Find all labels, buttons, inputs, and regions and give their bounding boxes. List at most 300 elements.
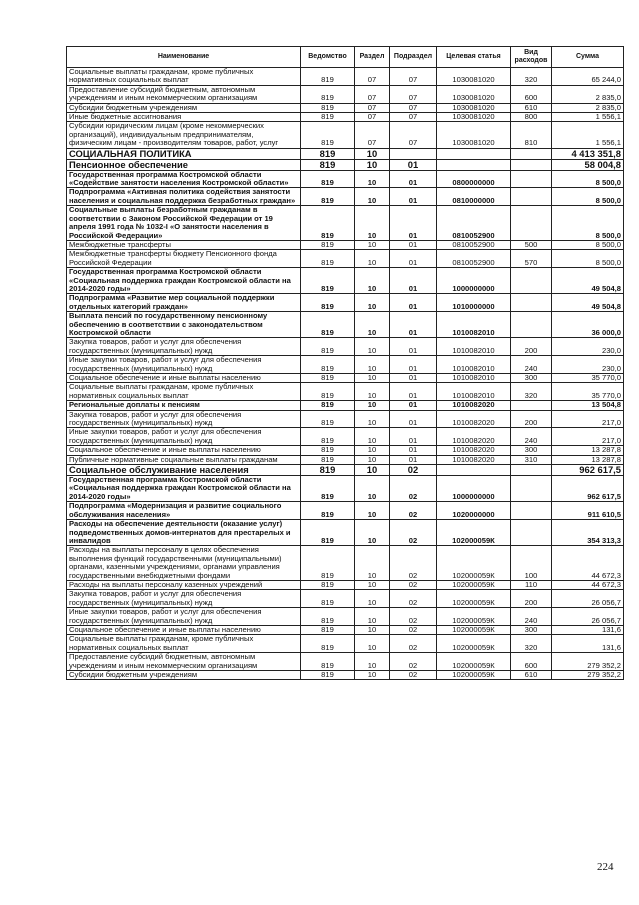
cell-razdel: 07	[355, 103, 390, 112]
table-row	[67, 428, 624, 446]
cell-name: Социальные выплаты гражданам, кроме публичных нормативных социальных выплат	[67, 68, 301, 86]
cell-razdel: 10	[355, 671, 390, 680]
table-row	[67, 338, 624, 356]
cell-vid: 240	[511, 608, 552, 626]
cell-summa: 217,0	[552, 410, 624, 428]
cell-razdel: 10	[355, 520, 390, 546]
cell-statya: 1030081020	[437, 122, 511, 148]
cell-statya: 102000059К	[437, 653, 511, 671]
table-row	[67, 546, 624, 581]
cell-podrazdel: 01	[390, 170, 437, 188]
cell-name: Закупка товаров, работ и услуг для обеспечения государственных (муниципальных) нужд	[67, 410, 301, 428]
table-row	[67, 188, 624, 206]
cell-vid: 610	[511, 671, 552, 680]
cell-vid: 200	[511, 410, 552, 428]
cell-vid: 800	[511, 113, 552, 122]
cell-name: Субсидии бюджетным учреждениям	[67, 671, 301, 680]
cell-vid: 100	[511, 546, 552, 581]
cell-podrazdel: 02	[390, 608, 437, 626]
cell-vid	[511, 170, 552, 188]
cell-statya: 1010000000	[437, 294, 511, 312]
cell-statya: 1010082020	[437, 455, 511, 464]
header-summa: Сумма	[552, 47, 624, 68]
table-row	[67, 85, 624, 103]
cell-podrazdel: 01	[390, 312, 437, 338]
cell-ved: 819	[301, 170, 355, 188]
cell-vid	[511, 188, 552, 206]
cell-vid	[511, 268, 552, 294]
cell-ved: 819	[301, 410, 355, 428]
cell-name: Социальное обеспечение и иные выплаты населению	[67, 625, 301, 634]
cell-statya: 1010082010	[437, 356, 511, 374]
table-row	[67, 374, 624, 383]
table-row	[67, 113, 624, 122]
cell-statya: 1010082010	[437, 374, 511, 383]
cell-vid: 240	[511, 356, 552, 374]
cell-statya: 0810052900	[437, 206, 511, 241]
cell-name: Субсидии юридическим лицам (кроме некоммерческих организаций), индивидуальным предпринимателям, физическим лицам - производителям товаров, работ, услуг	[67, 122, 301, 148]
cell-ved: 819	[301, 113, 355, 122]
cell-statya: 1030081020	[437, 85, 511, 103]
cell-statya: 1010082010	[437, 338, 511, 356]
cell-statya	[437, 159, 511, 170]
cell-podrazdel: 02	[390, 653, 437, 671]
cell-razdel: 10	[355, 635, 390, 653]
cell-razdel: 10	[355, 502, 390, 520]
table-row	[67, 476, 624, 502]
cell-ved: 819	[301, 635, 355, 653]
cell-razdel: 10	[355, 590, 390, 608]
cell-statya: 102000059К	[437, 590, 511, 608]
cell-podrazdel: 01	[390, 455, 437, 464]
cell-razdel: 10	[355, 170, 390, 188]
cell-statya: 1010082020	[437, 428, 511, 446]
cell-razdel: 10	[355, 455, 390, 464]
cell-razdel: 10	[355, 374, 390, 383]
table-row	[67, 68, 624, 86]
cell-name: Иные закупки товаров, работ и услуг для обеспечения государственных (муниципальных) нужд	[67, 356, 301, 374]
cell-statya: 102000059К	[437, 520, 511, 546]
table-row	[67, 590, 624, 608]
cell-summa: 354 313,3	[552, 520, 624, 546]
cell-razdel: 07	[355, 113, 390, 122]
cell-podrazdel: 01	[390, 374, 437, 383]
cell-summa: 2 835,0	[552, 103, 624, 112]
table-row	[67, 383, 624, 401]
cell-name: Пенсионное обеспечение	[67, 159, 301, 170]
table-row	[67, 170, 624, 188]
header-vid: Вид расходов	[511, 47, 552, 68]
table-row	[67, 580, 624, 589]
cell-summa: 131,6	[552, 635, 624, 653]
cell-vid	[511, 148, 552, 159]
cell-razdel: 10	[355, 625, 390, 634]
cell-summa: 217,0	[552, 428, 624, 446]
cell-razdel: 10	[355, 608, 390, 626]
table-row	[67, 312, 624, 338]
table-row	[67, 455, 624, 464]
cell-ved: 819	[301, 240, 355, 249]
table-row	[67, 250, 624, 268]
table-row	[67, 653, 624, 671]
header-ved: Ведомство	[301, 47, 355, 68]
cell-vid: 310	[511, 455, 552, 464]
cell-name: Подпрограмма «Активная политика содействия занятости населения и социальная поддержка безработных граждан»	[67, 188, 301, 206]
cell-summa: 230,0	[552, 356, 624, 374]
cell-statya: 1000000000	[437, 268, 511, 294]
cell-statya: 1010082010	[437, 383, 511, 401]
cell-ved: 819	[301, 250, 355, 268]
cell-summa: 35 770,0	[552, 374, 624, 383]
cell-name: Государственная программа Костромской области «Социальная поддержка граждан Костромской области на 2014-2020 годы»	[67, 268, 301, 294]
cell-name: Социальное обслуживание населения	[67, 465, 301, 476]
cell-summa: 230,0	[552, 338, 624, 356]
cell-podrazdel: 01	[390, 410, 437, 428]
cell-summa: 962 617,5	[552, 465, 624, 476]
cell-podrazdel: 07	[390, 85, 437, 103]
cell-vid: 320	[511, 635, 552, 653]
cell-summa: 58 004,8	[552, 159, 624, 170]
cell-vid	[511, 206, 552, 241]
cell-ved: 819	[301, 625, 355, 634]
cell-razdel: 10	[355, 410, 390, 428]
cell-razdel: 10	[355, 428, 390, 446]
cell-ved: 819	[301, 671, 355, 680]
cell-vid	[511, 401, 552, 410]
cell-summa: 8 500,0	[552, 206, 624, 241]
cell-ved: 819	[301, 148, 355, 159]
cell-ved: 819	[301, 608, 355, 626]
table-row	[67, 401, 624, 410]
cell-podrazdel: 01	[390, 159, 437, 170]
cell-podrazdel: 01	[390, 188, 437, 206]
cell-name: Подпрограмма «Развитие мер социальной поддержки отдельных категорий граждан»	[67, 294, 301, 312]
cell-name: Закупка товаров, работ и услуг для обеспечения государственных (муниципальных) нужд	[67, 338, 301, 356]
cell-name: Государственная программа Костромской области «Содействие занятости населения Костромской области»	[67, 170, 301, 188]
cell-name: Межбюджетные трансферты	[67, 240, 301, 249]
cell-vid: 600	[511, 85, 552, 103]
cell-statya: 102000059К	[437, 608, 511, 626]
cell-name: Иные бюджетные ассигнования	[67, 113, 301, 122]
table-row	[67, 465, 624, 476]
cell-summa: 44 672,3	[552, 580, 624, 589]
cell-vid	[511, 520, 552, 546]
cell-statya	[437, 465, 511, 476]
cell-statya: 1000000000	[437, 476, 511, 502]
header-razdel: Раздел	[355, 47, 390, 68]
cell-ved: 819	[301, 159, 355, 170]
cell-statya: 102000059К	[437, 580, 511, 589]
cell-ved: 819	[301, 268, 355, 294]
cell-name: Расходы на выплаты персоналу в целях обеспечения выполнения функций государственными (муниципальными) органами, казенными учреждениями, органами управления государственными внебюджетными фондами	[67, 546, 301, 581]
cell-podrazdel: 01	[390, 428, 437, 446]
cell-podrazdel: 02	[390, 520, 437, 546]
cell-statya: 0800000000	[437, 170, 511, 188]
cell-statya: 1010082010	[437, 312, 511, 338]
cell-name: Предоставление субсидий бюджетным, автономным учреждениям и иным некоммерческим организациям	[67, 653, 301, 671]
cell-razdel: 10	[355, 476, 390, 502]
cell-razdel: 10	[355, 148, 390, 159]
cell-name: Государственная программа Костромской области «Социальная поддержка граждан Костромской области на 2014-2020 годы»	[67, 476, 301, 502]
cell-ved: 819	[301, 653, 355, 671]
cell-ved: 819	[301, 68, 355, 86]
cell-ved: 819	[301, 446, 355, 455]
cell-razdel: 10	[355, 546, 390, 581]
cell-summa: 13 287,8	[552, 446, 624, 455]
header-podrazdel: Подраздел	[390, 47, 437, 68]
cell-ved: 819	[301, 428, 355, 446]
table-row	[67, 671, 624, 680]
cell-podrazdel: 01	[390, 250, 437, 268]
cell-summa: 8 500,0	[552, 250, 624, 268]
cell-vid: 610	[511, 103, 552, 112]
cell-vid: 300	[511, 446, 552, 455]
table-row	[67, 103, 624, 112]
cell-razdel: 10	[355, 580, 390, 589]
table-row	[67, 159, 624, 170]
cell-razdel: 07	[355, 68, 390, 86]
cell-podrazdel: 07	[390, 103, 437, 112]
cell-statya: 102000059К	[437, 671, 511, 680]
cell-summa: 4 413 351,8	[552, 148, 624, 159]
header-name: Наименование	[67, 47, 301, 68]
cell-vid: 570	[511, 250, 552, 268]
cell-vid: 500	[511, 240, 552, 249]
cell-summa: 1 556,1	[552, 113, 624, 122]
cell-podrazdel: 01	[390, 356, 437, 374]
cell-ved: 819	[301, 476, 355, 502]
cell-razdel: 10	[355, 268, 390, 294]
cell-summa: 279 352,2	[552, 653, 624, 671]
cell-podrazdel: 02	[390, 546, 437, 581]
cell-ved: 819	[301, 465, 355, 476]
cell-ved: 819	[301, 338, 355, 356]
table-row	[67, 206, 624, 241]
cell-name: Иные закупки товаров, работ и услуг для обеспечения государственных (муниципальных) нужд	[67, 608, 301, 626]
cell-podrazdel: 01	[390, 268, 437, 294]
cell-statya: 1010082020	[437, 446, 511, 455]
cell-summa: 131,6	[552, 625, 624, 634]
cell-razdel: 10	[355, 465, 390, 476]
cell-vid	[511, 294, 552, 312]
table-row	[67, 520, 624, 546]
cell-name: Закупка товаров, работ и услуг для обеспечения государственных (муниципальных) нужд	[67, 590, 301, 608]
cell-razdel: 07	[355, 85, 390, 103]
table-row	[67, 625, 624, 634]
cell-ved: 819	[301, 374, 355, 383]
cell-summa: 279 352,2	[552, 671, 624, 680]
cell-vid	[511, 502, 552, 520]
table-row	[67, 635, 624, 653]
cell-vid: 240	[511, 428, 552, 446]
cell-name: Публичные нормативные социальные выплаты гражданам	[67, 455, 301, 464]
cell-summa: 13 504,8	[552, 401, 624, 410]
cell-name: Субсидии бюджетным учреждениям	[67, 103, 301, 112]
cell-podrazdel: 02	[390, 635, 437, 653]
budget-page	[66, 46, 626, 680]
cell-summa: 1 556,1	[552, 122, 624, 148]
cell-ved: 819	[301, 590, 355, 608]
cell-ved: 819	[301, 103, 355, 112]
cell-summa: 65 244,0	[552, 68, 624, 86]
cell-podrazdel: 01	[390, 383, 437, 401]
cell-ved: 819	[301, 502, 355, 520]
cell-summa: 26 056,7	[552, 590, 624, 608]
cell-vid: 300	[511, 625, 552, 634]
cell-ved: 819	[301, 383, 355, 401]
cell-podrazdel: 01	[390, 338, 437, 356]
cell-ved: 819	[301, 206, 355, 241]
cell-name: Подпрограмма «Модернизация и развитие социального обслуживания населения»	[67, 502, 301, 520]
cell-summa: 35 770,0	[552, 383, 624, 401]
cell-razdel: 10	[355, 338, 390, 356]
cell-summa: 13 287,8	[552, 455, 624, 464]
cell-ved: 819	[301, 188, 355, 206]
cell-podrazdel: 07	[390, 68, 437, 86]
cell-name: Предоставление субсидий бюджетным, автономным учреждениям и иным некоммерческим организациям	[67, 85, 301, 103]
cell-name: Социальные выплаты гражданам, кроме публичных нормативных социальных выплат	[67, 383, 301, 401]
cell-statya: 1010082020	[437, 410, 511, 428]
cell-ved: 819	[301, 455, 355, 464]
cell-razdel: 10	[355, 446, 390, 455]
cell-podrazdel: 07	[390, 113, 437, 122]
cell-name: Межбюджетные трансферты бюджету Пенсионного фонда Российской Федерации	[67, 250, 301, 268]
table-row	[67, 502, 624, 520]
cell-statya	[437, 148, 511, 159]
header-row	[67, 47, 624, 68]
cell-podrazdel: 01	[390, 446, 437, 455]
cell-razdel: 10	[355, 653, 390, 671]
table-row	[67, 148, 624, 159]
cell-podrazdel: 01	[390, 206, 437, 241]
cell-ved: 819	[301, 356, 355, 374]
cell-statya: 1020000000	[437, 502, 511, 520]
cell-podrazdel: 01	[390, 401, 437, 410]
cell-razdel: 07	[355, 122, 390, 148]
cell-name: Региональные доплаты к пенсиям	[67, 401, 301, 410]
cell-podrazdel: 02	[390, 625, 437, 634]
cell-statya: 0810052900	[437, 250, 511, 268]
cell-statya: 102000059К	[437, 625, 511, 634]
cell-ved: 819	[301, 294, 355, 312]
cell-vid: 320	[511, 383, 552, 401]
cell-name: Социальные выплаты гражданам, кроме публичных нормативных социальных выплат	[67, 635, 301, 653]
cell-ved: 819	[301, 546, 355, 581]
cell-razdel: 10	[355, 188, 390, 206]
cell-summa: 26 056,7	[552, 608, 624, 626]
cell-razdel: 10	[355, 250, 390, 268]
cell-podrazdel: 02	[390, 502, 437, 520]
header-statya: Целевая статья	[437, 47, 511, 68]
cell-podrazdel: 02	[390, 671, 437, 680]
table-row	[67, 356, 624, 374]
table-row	[67, 240, 624, 249]
cell-summa: 2 835,0	[552, 85, 624, 103]
cell-podrazdel: 02	[390, 465, 437, 476]
cell-ved: 819	[301, 520, 355, 546]
cell-podrazdel: 07	[390, 122, 437, 148]
cell-name: Социальное обеспечение и иные выплаты населению	[67, 374, 301, 383]
cell-name: Социальные выплаты безработным гражданам в соответствии с Законом Российской Федерации от 19 апреля 1991 года № 1032-I «О занятости населения в Российской Федерации»	[67, 206, 301, 241]
cell-vid: 810	[511, 122, 552, 148]
table-row	[67, 122, 624, 148]
cell-summa: 49 504,8	[552, 294, 624, 312]
cell-statya: 1030081020	[437, 103, 511, 112]
cell-vid: 300	[511, 374, 552, 383]
page-number: 224	[597, 861, 614, 873]
cell-podrazdel: 01	[390, 294, 437, 312]
cell-name: Выплата пенсий по государственному пенсионному обеспечению в соответствии с законодательством Костромской области	[67, 312, 301, 338]
cell-summa: 49 504,8	[552, 268, 624, 294]
cell-name: Иные закупки товаров, работ и услуг для обеспечения государственных (муниципальных) нужд	[67, 428, 301, 446]
cell-name: СОЦИАЛЬНАЯ ПОЛИТИКА	[67, 148, 301, 159]
cell-razdel: 10	[355, 240, 390, 249]
cell-summa: 8 500,0	[552, 188, 624, 206]
cell-razdel: 10	[355, 159, 390, 170]
budget-table	[66, 46, 624, 680]
cell-vid	[511, 159, 552, 170]
cell-razdel: 10	[355, 294, 390, 312]
cell-vid: 110	[511, 580, 552, 589]
table-row	[67, 410, 624, 428]
cell-summa: 8 500,0	[552, 240, 624, 249]
cell-vid	[511, 476, 552, 502]
cell-summa: 44 672,3	[552, 546, 624, 581]
cell-podrazdel: 02	[390, 476, 437, 502]
cell-summa: 36 000,0	[552, 312, 624, 338]
cell-statya: 1030081020	[437, 113, 511, 122]
cell-vid: 200	[511, 338, 552, 356]
cell-razdel: 10	[355, 356, 390, 374]
table-row	[67, 446, 624, 455]
cell-statya: 1030081020	[437, 68, 511, 86]
table-row	[67, 268, 624, 294]
table-body	[67, 68, 624, 680]
cell-summa: 962 617,5	[552, 476, 624, 502]
cell-statya: 102000059К	[437, 635, 511, 653]
cell-ved: 819	[301, 580, 355, 589]
cell-podrazdel	[390, 148, 437, 159]
cell-name: Расходы на выплаты персоналу казенных учреждений	[67, 580, 301, 589]
cell-ved: 819	[301, 122, 355, 148]
cell-razdel: 10	[355, 383, 390, 401]
cell-podrazdel: 02	[390, 580, 437, 589]
cell-statya: 1010082020	[437, 401, 511, 410]
cell-podrazdel: 02	[390, 590, 437, 608]
cell-ved: 819	[301, 312, 355, 338]
cell-podrazdel: 01	[390, 240, 437, 249]
cell-name: Социальное обеспечение и иные выплаты населению	[67, 446, 301, 455]
cell-name: Расходы на обеспечение деятельности (оказание услуг) подведомственных домов-интернатов для престарелых и инвалидов	[67, 520, 301, 546]
cell-statya: 0810000000	[437, 188, 511, 206]
cell-razdel: 10	[355, 206, 390, 241]
cell-summa: 911 610,5	[552, 502, 624, 520]
cell-summa: 8 500,0	[552, 170, 624, 188]
cell-vid: 600	[511, 653, 552, 671]
table-row	[67, 294, 624, 312]
cell-vid: 200	[511, 590, 552, 608]
cell-vid	[511, 465, 552, 476]
cell-vid: 320	[511, 68, 552, 86]
cell-ved: 819	[301, 85, 355, 103]
cell-statya: 102000059К	[437, 546, 511, 581]
cell-vid	[511, 312, 552, 338]
cell-ved: 819	[301, 401, 355, 410]
cell-statya: 0810052900	[437, 240, 511, 249]
cell-razdel: 10	[355, 312, 390, 338]
cell-razdel: 10	[355, 401, 390, 410]
table-row	[67, 608, 624, 626]
